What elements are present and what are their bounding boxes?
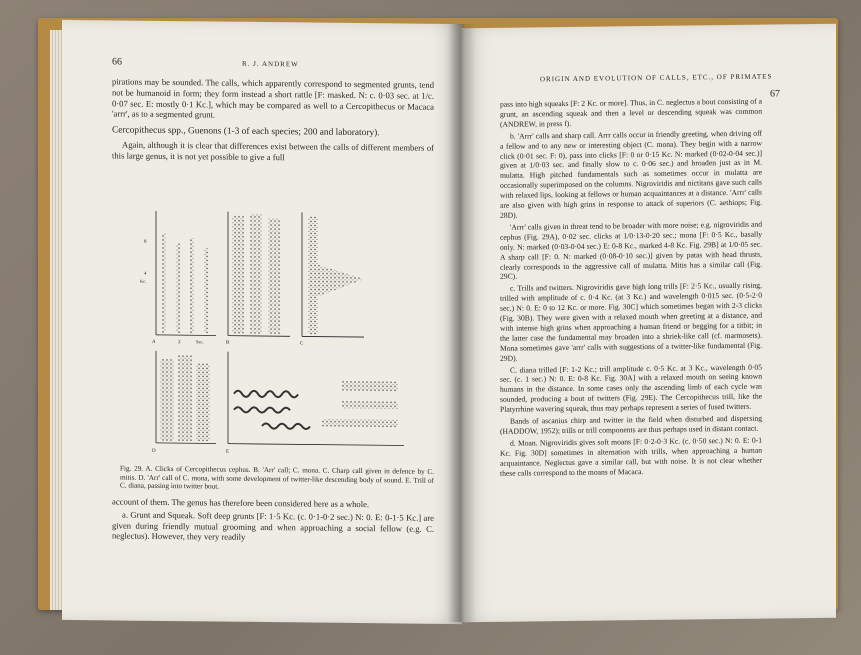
right-paragraph-7: d. Moan. Nigroviridis gives soft moans [F: 0·2-0·3 Kc. (c. 0·50 sec.) N: 0. E: 0-1 Kc. Fig. 30D] sometimes in alternation with trills, when approaching a human acquaintance. Neglectus gave a similar call, but with noise. It is not clear whether these calls correspond to the moans of Macaca. xyxy=(500,435,762,478)
panel-d xyxy=(152,351,216,455)
panel-e xyxy=(226,352,404,457)
axis-label-2: 2 xyxy=(178,340,181,346)
left-top-paragraph: pirations may be sounded. The calls, which apparently correspond to segmented grunts, tend not be humanoid in form; they form instead a short rattle [F: masked. N: c. 0·03 sec. at 1/c. 0·07 sec. E: mostly 0·1 Kc.], which may be compared as well to a Cercopithecus or Macaca 'arrr', as to a segmented grunt. xyxy=(112,76,434,120)
right-page-number: 67 xyxy=(770,88,780,100)
right-running-head: ORIGIN AND EVOLUTION OF CALLS, ETC., OF PRIMATES xyxy=(540,72,773,84)
spectrogram-svg xyxy=(142,203,412,456)
left-bottom-text xyxy=(112,496,434,547)
axis-label-sec: Sec. xyxy=(196,339,204,345)
axis-label-kc: Kc. xyxy=(140,278,147,284)
panel-label-d: D xyxy=(152,448,156,454)
right-paragraph-4: c. Trills and twitters. Nigroviridis gave high long trills [F: 2·5 Kc., usually rising, trilled with amplitude of c. 0·4 Kc. (at 3 Kc.) and wavelength 0·015 sec. (0·5-2·0 sec.) N: 0. E: 0 to 12 Kc. or more. Fig. 30C] which sometimes began with 2-3 clicks (Fig. 30B). They were given with a relaxed mouth when greeting at a distance, and with intense high grins when approaching a human friend or begging for a titbit; in the latter case the fundamental may broaden into a shriek-like call (cf. marmosets). Mona sometimes gave 'arrr' calls with suggestions of a twitter-like fundamental (Fig. 29D). xyxy=(500,280,762,363)
left-top-text xyxy=(112,76,434,166)
axis-label-4: 4 xyxy=(144,271,147,277)
panel-label-e: E xyxy=(226,449,230,455)
section-title: Cercopithecus spp., Guenons (1-3 of each species; 200 and laboratory). xyxy=(112,125,380,139)
left-page-number: 66 xyxy=(112,56,122,68)
section-paragraph: Again, although it is clear that differences exist between the calls of different members of this large genus, it is not yet possible to give a full xyxy=(112,139,434,163)
panel-c xyxy=(300,212,364,347)
spectrogram-figure xyxy=(142,203,410,454)
panel-label-b: B xyxy=(226,340,230,346)
right-paragraph-6: Bands of ascanius chirp and twitter in the field when disturbed and dispersing (HADDOW, 1952); trills or trill components are thus perhaps used in distant contact. xyxy=(500,413,762,436)
left-bottom-paragraph-1: account of them. The genus has therefore been considered here as a whole. xyxy=(112,496,370,510)
right-paragraph-2: b. 'Arrr' calls and sharp call. Arrr calls occur in friendly greeting, when driving off a fellow and to any new or interesting object (C. mona). They begin with a narrow click (0·01 sec. F: 0), pass into clicks [F: 0 or 0·15 Kc. N: marked (0·02-0·04 sec.)] given at 1/0·03 sec. and finally slow to c. 0·06 sec.) and broaden just as in M. mulatta. High pitched fundamentals such as sometimes occur in mulatta are occasionally superimposed on the columns. Nigroviridis and nictitans gave such calls with relaxed lips, looking at fellows or human acquaintances at a distance. 'Arrr' calls are also given with high grins in response to attack of superiors (C. aethiops; Fig. 28D). xyxy=(500,128,762,220)
left-bottom-paragraph-2: a. Grunt and Squeak. Soft deep grunts [F: 1·5 Kc. (c. 0·1-0·2 sec.) N: 0. E: 0-1·5 Kc.] are given during friendly mutual grooming and when approaching a social fellow (e.g. C. neglectus). However, they very readily xyxy=(112,509,434,543)
right-paragraph-1: pass into high squeaks [F: 2 Kc. or more]. Thus, in C. neglectus a bout consisting of a grunt, an ascending squeak and then a level or descending squeak was common (ANDREW, in press f). xyxy=(500,96,762,129)
left-page xyxy=(62,20,462,624)
axis-label-8: 8 xyxy=(144,239,147,245)
book-gutter xyxy=(448,24,476,622)
left-running-head: R. J. ANDREW xyxy=(242,59,299,69)
figure-caption: Fig. 29. A. Clicks of Cercopithecus cephus. B. 'Arr' call; C. mona. C. Charp call given in defence by C. mitis. D. 'Arr' call of C. mona, with some development of twitter-like descending body of sound. E. Trill of C. diana, passing into twitter bout. xyxy=(120,464,434,491)
right-page xyxy=(460,24,836,623)
right-paragraph-5: C. diana trilled [F: 1-2 Kc.; trill amplitude c. 0·5 Kc. at 3 Kc., wavelength 0·05 sec. (c. 1 sec.) N: 0. E: 0-8 Kc. Fig. 30A] with a relaxed mouth on seeing known humans in the distance. In some cases only the ascending limb of each cycle was sounded, producing a bout of twitters (Fig. 29E). The Cercopithecus trill, like the Platyrrhine wavering squeak, thus may perhaps represent a series of fused twitters. xyxy=(500,362,762,414)
panel-a xyxy=(140,211,216,346)
panel-b xyxy=(226,212,290,347)
panel-label-a: A xyxy=(152,339,156,345)
right-paragraph-3: 'Arrr' calls given in threat tend to be broader with more noise; e.g. nigroviridis and cephus (Fig. 29A), 0·02 sec. clicks at 1/0·13-0·20 sec.; mona [F: 0·5 Kc., basally only. N: marked (0·03-0·04 sec.) E: 0-8 Kc., marked 4-8 Kc. Fig. 29B] at 1/0·05 sec. A sharp call [F: 0. N: marked (0·08-0·10 sec.)] given by patas with head thrusts, clearly corresponds to the aggressive call of mulatta. Mitis has a similar call (Fig. 29C). xyxy=(500,219,762,282)
right-body-text xyxy=(500,97,762,481)
panel-label-c: C xyxy=(300,341,304,347)
